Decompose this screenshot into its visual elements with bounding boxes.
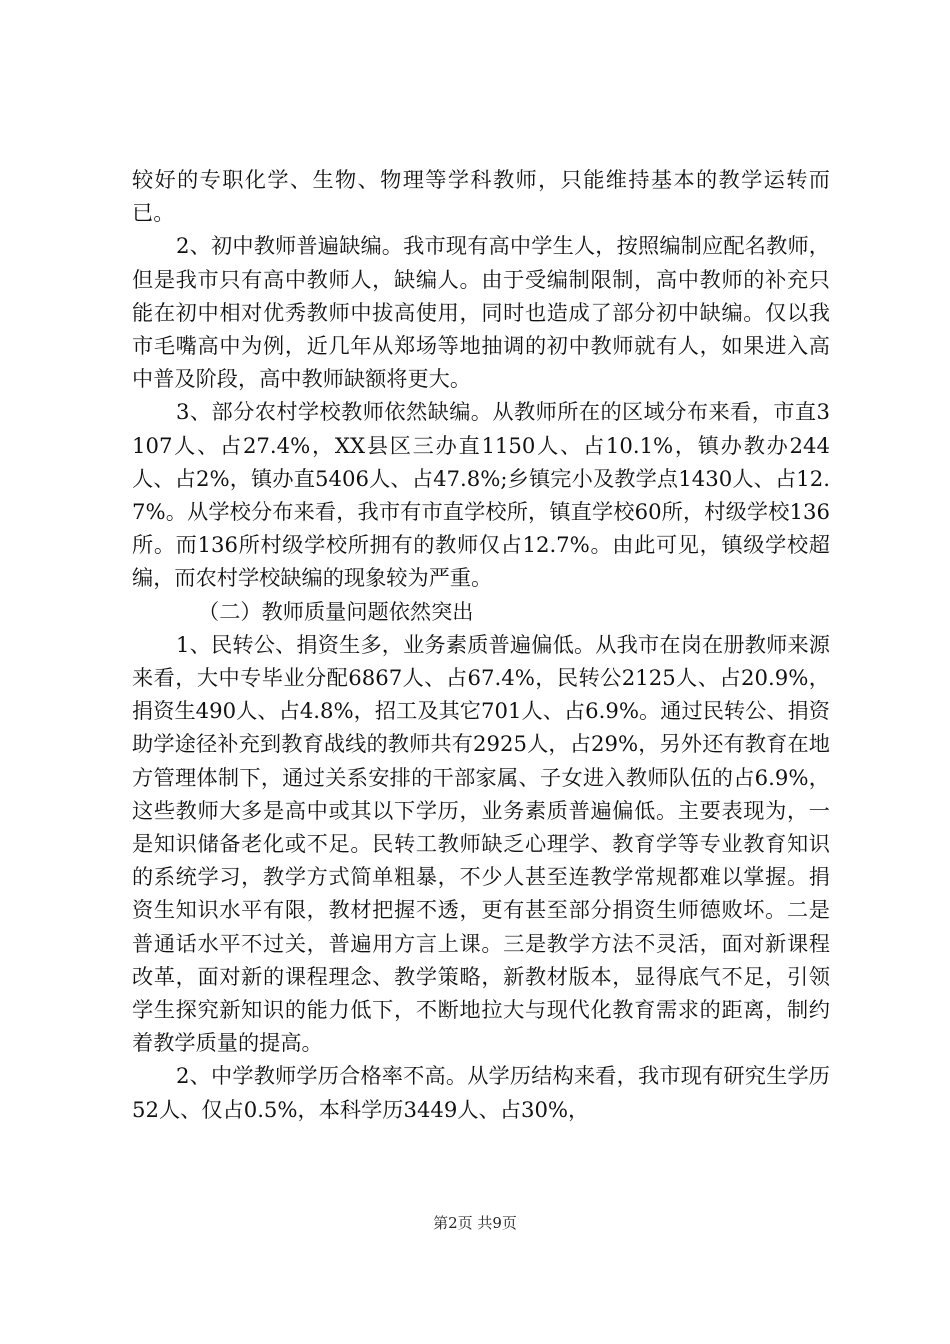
paragraph-rural-teacher-shortage: 3、部分农村学校教师依然缺编。从教师所在的区域分布来看，市直3107人、占27.4%，XX县区三办直1150人、占10.1%，镇办教办244人、占2%，镇办直5406人、占47.8%;乡镇完小及教学点1430人、占12.7%。从学校分布来看，我市有市直学校所，镇直学校60所，村级学校136所。而136所村级学校所拥有的教师仅占12.7%。由此可见，镇级学校超编，而农村学校缺编的现象较为严重。 (132, 399, 830, 591)
document-body (132, 163, 830, 1126)
paragraph-education-qualification: 2、中学教师学历合格率不高。从学历结构来看，我市现有研究生学历52人、仅占0.5%，本科学历3449人、占30%， (132, 1063, 830, 1122)
section-heading-teacher-quality: （二）教师质量问题依然突出 (198, 598, 474, 624)
paragraph-junior-teacher-shortage: 2、初中教师普遍缺编。我市现有高中学生人，按照编制应配名教师，但是我市只有高中教师人，缺编人。由于受编制限制，高中教师的补充只能在初中相对优秀教师中拔高使用，同时也造成了部分初中缺编。仅以我市毛嘴高中为例，近几年从郑场等地抽调的初中教师就有人，如果进入高中普及阶段，高中教师缺额将更大。 (132, 233, 830, 392)
paragraph-teacher-sources: 1、民转公、捐资生多，业务素质普遍偏低。从我市在岗在册教师来源来看，大中专毕业分配6867人、占67.4%，民转公2125人、占20.9%，捐资生490人、占4.8%，招工及其它701人、占6.9%。通过民转公、捐资助学途径补充到教育战线的教师共有2925人，占29%，另外还有教育在地方管理体制下，通过关系安排的干部家属、子女进入教师队伍的占6.9%，这些教师大多是高中或其以下学历，业务素质普遍偏低。主要表现为，一是知识储备老化或不足。民转工教师缺乏心理学、教育学等专业教育知识的系统学习，教学方式简单粗暴，不少人甚至连教学常规都难以掌握。捐资生知识水平有限，教材把握不透，更有甚至部分捐资生师德败坏。二是普通话水平不过关，普遍用方言上课。三是教学方法不灵活，面对新课程改革，面对新的课程理念、教学策略，新教材版本，显得底气不足，引领学生探究新知识的能力低下，不断地拉大与现代化教育需求的距离，制约着教学质量的提高。 (132, 631, 830, 1056)
page-number-footer: 第2页 共9页 (433, 1214, 517, 1232)
paragraph-continuation: 较好的专职化学、生物、物理等学科教师，只能维持基本的教学运转而已。 (132, 167, 830, 226)
